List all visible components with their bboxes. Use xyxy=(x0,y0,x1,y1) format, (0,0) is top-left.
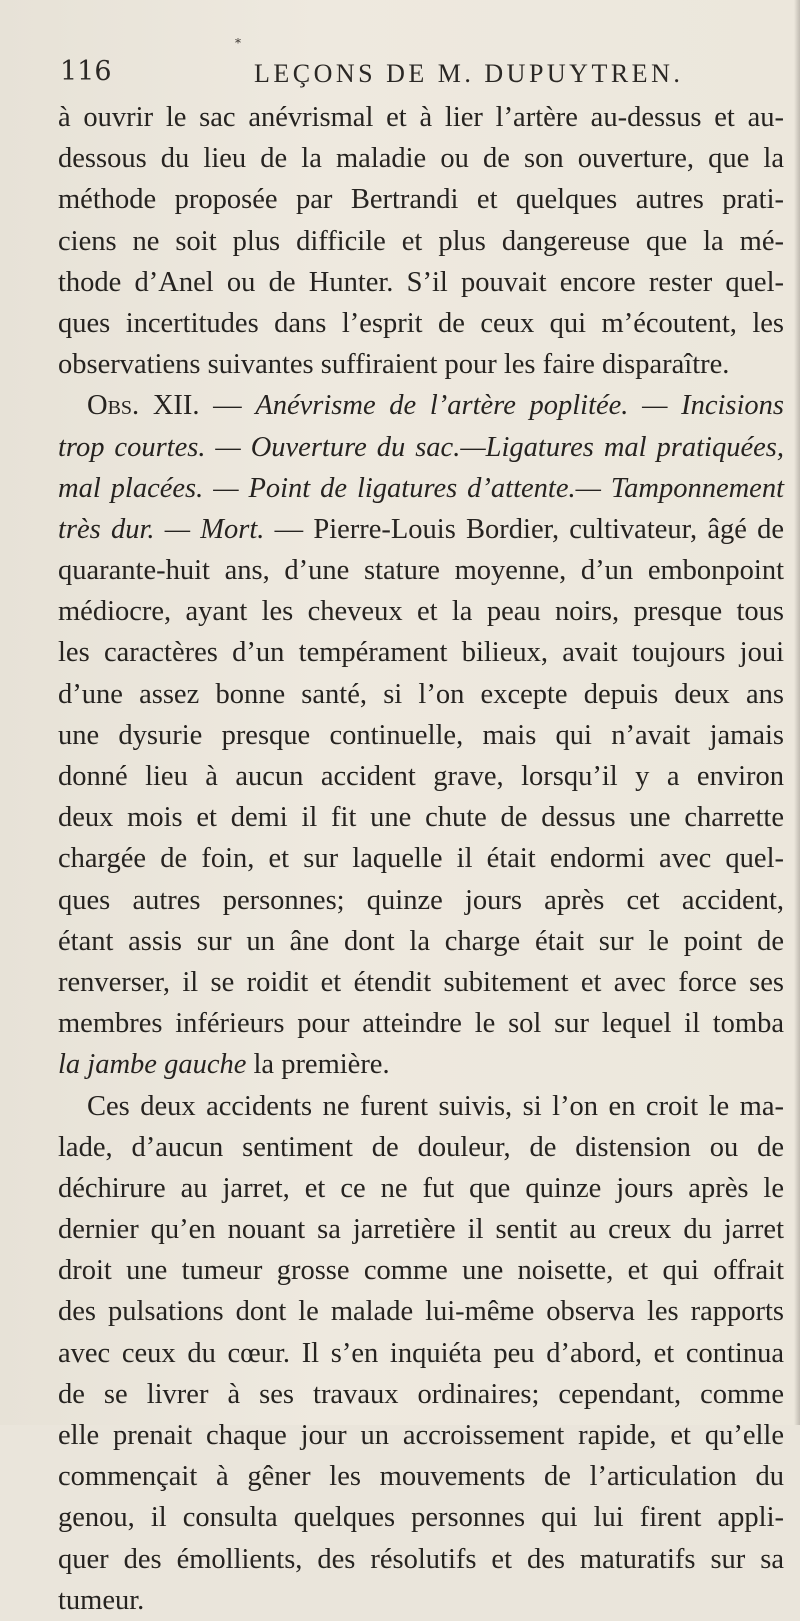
text-line xyxy=(58,1003,784,1044)
text-line xyxy=(58,1291,784,1332)
text-segment: à ouvrir le sac anévrismal et à lier l’artère au-dessus et au- xyxy=(58,102,784,133)
text-segment: lade, d’aucun sentiment de douleur, de distension ou de xyxy=(58,1131,784,1163)
text-segment: droit une tumeur grosse comme une noisette, et qui offrait xyxy=(58,1255,784,1287)
text-segment: Anévrisme de l’artère poplitée. — Incisions xyxy=(255,390,784,422)
text-segment: de se livrer à ses travaux ordinaires; cependant, comme xyxy=(58,1378,784,1410)
text-segment: tumeur. xyxy=(58,1584,145,1616)
text-segment: très dur. — Mort. xyxy=(58,513,265,545)
text-line xyxy=(58,468,784,509)
text-segment: étant assis sur un âne dont la charge était sur le point de xyxy=(58,925,784,957)
text-segment: une dysurie presque continuelle, mais qui n’avait jamais xyxy=(58,719,784,751)
text-segment: — Pierre-Louis Bordier, cultivateur, âgé de xyxy=(264,513,784,545)
text-segment: ques autres personnes; quinze jours après cet accident, xyxy=(58,884,784,916)
text-segment: ques incertitudes dans l’esprit de ceux qui m’écoutent, les xyxy=(58,307,784,339)
text-line xyxy=(58,632,784,673)
text-segment: deux mois et demi il fit une chute de dessus une charrette xyxy=(58,802,784,834)
text-line xyxy=(58,262,784,303)
running-head: LEÇONS DE M. DUPUYTREN. xyxy=(254,59,684,88)
text-line xyxy=(58,1374,784,1415)
text-segment: dernier qu’en nouant sa jarretière il sentit au creux du jarret xyxy=(58,1214,784,1246)
text-segment: les caractères d’un tempérament bilieux, avait toujours joui xyxy=(58,637,784,669)
text-segment: Obs. xyxy=(87,390,140,422)
text-line xyxy=(58,1086,784,1127)
text-segment: méthode proposée par Bertrandi et quelques autres prati- xyxy=(58,184,784,216)
text-line xyxy=(58,880,784,921)
text-segment: avec ceux du cœur. Il s’en inquiéta peu d’abord, et continua xyxy=(58,1337,784,1369)
text-segment: thode d’Anel ou de Hunter. S’il pouvait encore rester quel- xyxy=(58,266,784,298)
text-line xyxy=(58,138,784,179)
text-line xyxy=(58,921,784,962)
text-line xyxy=(58,1415,784,1456)
text-line xyxy=(58,715,784,756)
ink-mark: * xyxy=(235,36,241,50)
text-line xyxy=(58,303,784,344)
text-line xyxy=(58,550,784,591)
text-segment: genou, il consulta quelques personnes qui lui firent appli- xyxy=(58,1502,784,1534)
text-segment: observatiens suivantes suffiraient pour les faire disparaître. xyxy=(58,349,730,381)
text-segment: d’une assez bonne santé, si l’on excepte depuis deux ans xyxy=(58,678,784,710)
text-line xyxy=(58,1333,784,1374)
text-line xyxy=(58,344,784,385)
text-line xyxy=(58,1456,784,1497)
text-segment: des pulsations dont le malade lui-même observa les rapports xyxy=(58,1296,784,1328)
text-line xyxy=(58,385,784,426)
text-segment: XII. — xyxy=(139,390,256,422)
text-segment: quarante-huit ans, d’une stature moyenne, d’un embonpoint xyxy=(58,555,784,587)
text-line xyxy=(58,962,784,1003)
text-segment: déchirure au jarret, et ce ne fut que quinze jours après le xyxy=(58,1172,784,1204)
text-line xyxy=(58,509,784,550)
text-line xyxy=(58,427,784,468)
text-line xyxy=(58,838,784,879)
text-segment: renverser, il se roidit et étendit subitement et avec force ses xyxy=(58,966,784,998)
text-segment: mal placées. — Point de ligatures d’attente.— Tamponnement xyxy=(58,472,784,504)
text-line xyxy=(58,1250,784,1291)
text-line xyxy=(58,1044,784,1085)
text-segment: donné lieu à aucun accident grave, lorsqu’il y a environ xyxy=(58,761,784,792)
text-segment: dessous du lieu de la maladie ou de son ouverture, que la xyxy=(58,143,784,175)
text-line xyxy=(58,179,784,220)
text-segment: Ces deux accidents ne furent suivis, si l’on en croit le ma- xyxy=(87,1090,784,1122)
text-line xyxy=(58,1580,784,1621)
text-line xyxy=(58,591,784,632)
text-line xyxy=(58,756,784,797)
text-segment: commençait à gêner les mouvements de l’articulation du xyxy=(58,1461,784,1493)
text-line xyxy=(58,1209,784,1250)
page-header xyxy=(60,56,800,96)
page-edge-shadow xyxy=(794,0,800,1425)
text-segment: médiocre, ayant les cheveux et la peau noirs, presque tous xyxy=(58,596,784,628)
text-line xyxy=(58,797,784,838)
text-segment: la première. xyxy=(246,1049,390,1081)
text-segment: ciens ne soit plus difficile et plus dangereuse que la mé- xyxy=(58,225,784,257)
text-line xyxy=(58,1168,784,1209)
text-segment: quer des émollients, des résolutifs et des maturatifs sur sa xyxy=(58,1543,784,1575)
body-text xyxy=(58,97,784,1621)
text-line xyxy=(58,1127,784,1168)
page-number: 116 xyxy=(60,56,112,87)
text-segment: elle prenait chaque jour un accroissement rapide, et qu’elle xyxy=(58,1420,784,1451)
text-line xyxy=(58,674,784,715)
text-segment: membres inférieurs pour atteindre le sol sur lequel il tomba xyxy=(58,1008,784,1040)
text-segment: chargée de foin, et sur laquelle il était endormi avec quel- xyxy=(58,843,784,875)
text-line xyxy=(58,1497,784,1538)
text-segment: trop courtes. — Ouverture du sac.—Ligatures mal pratiquées, xyxy=(58,431,784,463)
text-line xyxy=(58,1539,784,1580)
text-line xyxy=(58,97,784,138)
text-line xyxy=(58,221,784,262)
text-segment: la jambe gauche xyxy=(58,1049,247,1081)
